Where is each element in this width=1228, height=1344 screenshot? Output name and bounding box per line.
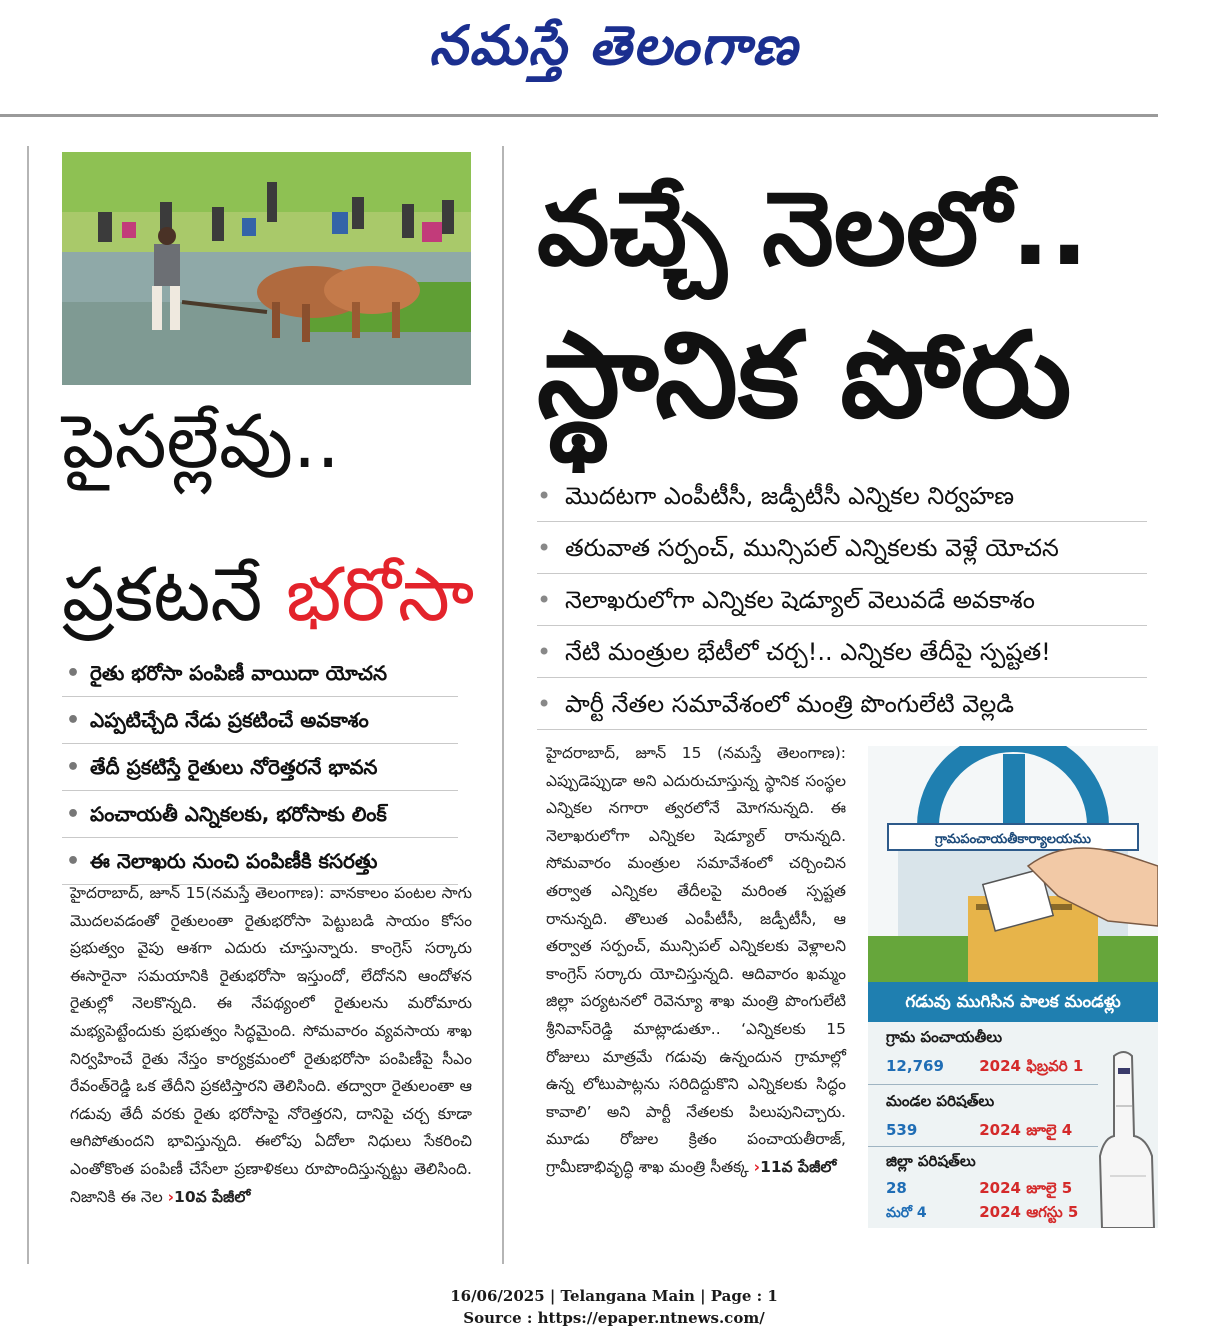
count-value: 28	[886, 1179, 907, 1197]
list-item	[62, 791, 458, 838]
list-item	[537, 626, 1147, 678]
bullet-icon: •	[537, 534, 552, 562]
bullet-text: పంచాయతీ ఎన్నికలకు, భరోసాకు లింక్	[90, 802, 387, 826]
bullet-text: రైతు భరోసా పంపిణీ వాయిదా యోచన	[90, 661, 388, 685]
bullet-text: పార్టీ నేతల సమావేశంలో మంత్రి పొంగులేటి వెల్లడి	[565, 690, 1015, 718]
right-headline-line1: వచ్చే నెలలో..	[537, 170, 1089, 289]
list-item	[537, 522, 1147, 574]
bullet-icon: •	[66, 661, 81, 686]
list-item	[537, 470, 1147, 522]
left-column-rule	[27, 146, 29, 1264]
count-value: మరో 4	[886, 1205, 927, 1221]
farm-photo	[62, 152, 471, 385]
left-headline-line2	[62, 552, 482, 638]
bullet-icon: •	[66, 708, 81, 733]
masthead-title: నమస్తే తెలంగాణ	[429, 14, 799, 77]
list-item	[62, 697, 458, 744]
bullet-icon: •	[537, 482, 552, 510]
bullet-icon: •	[537, 586, 552, 614]
bullet-text: తేదీ ప్రకటిస్తే రైతులు నోరెత్తరనే భావన	[90, 755, 378, 779]
bullet-icon: •	[66, 849, 81, 874]
list-item	[537, 678, 1147, 730]
left-continued-label: 10వ పేజీలో	[174, 1187, 251, 1206]
count-value: 12,769	[886, 1057, 944, 1075]
farm-photo-illustration	[62, 152, 471, 385]
inked-finger-icon	[1096, 1046, 1158, 1228]
bullet-text: ఈ నెలాఖరు నుంచి పంపిణీకి కసరత్తు	[90, 849, 378, 873]
list-item	[62, 744, 458, 791]
left-headline-prefix: ప్రకటనే	[62, 552, 263, 638]
section-heading: జిల్లా పరిషత్‌లు	[886, 1152, 976, 1170]
left-headline-line1: పైసల్లేవు..	[62, 399, 340, 485]
list-item	[62, 650, 458, 697]
right-continued-label: 11వ పేజీలో	[760, 1157, 837, 1176]
list-item	[62, 838, 458, 885]
bullet-icon: •	[537, 638, 552, 666]
left-article-body	[70, 880, 472, 1211]
ballot-box-icon	[868, 746, 1158, 982]
election-infographic	[868, 746, 1158, 1228]
left-headline-accent: భరోసా	[285, 552, 475, 638]
count-value: 539	[886, 1121, 918, 1139]
section-heading: గ్రామ పంచాయతీలు	[886, 1028, 1003, 1046]
source-link[interactable]: Source : https://epaper.ntnews.com/	[463, 1309, 765, 1327]
edition-info: 16/06/2025 | Telangana Main | Page : 1	[450, 1287, 778, 1305]
ballot-illustration	[868, 746, 1158, 982]
left-article-text: హైదరాబాద్, జూన్ 15(నమస్తే తెలంగాణ): వానకాలం పంటల సాగు మొదలవడంతో రైతులంతా రైతుభరోసా పెట్టుబడి సాయం కోసం ప్రభుత్వం వైపు ఆశగా ఎదురు చూస్తున్నారు. కాంగ్రెస్ సర్కారు ఈసారైనా సమయానికి రైతుభరోసా ఇస్తుందో, లేదోనని ఆందోళన రైతుల్లో నెలకొన్నది. ఈ నేపథ్యంలో రైతులను మరోమారు మభ్యపెట్టేందుకు ప్రభుత్వం సిద్ధమైంది. సోమవారం వ్యవసాయ శాఖ నిర్వహించే రైతు నేస్తం కార్యక్రమంలో రైతుభరోసా పంపిణీపై సీఎం రేవంత్‌రెడ్డి ఒక తేదీని ప్రకటిస్తారని తెలిసింది. తద్వారా రైతులంతా ఆ గడువు తేదీ వరకు రైతు భరోసాపై నోరెత్తరని, దానిపై చర్చ కూడా ఆగిపోతుందని భావిస్తున్నది. ఈలోపు ఏదోలా నిధులు సేకరించి ఎంతోకొంత పంపిణీ చేసేలా ప్రణాళికలు రూపొందిస్తున్నట్టు తెలిసింది. నిజానికి ఈ నెల	[70, 884, 472, 1206]
left-bullet-list	[62, 650, 458, 885]
middle-column-rule	[502, 146, 504, 1264]
expiry-date: 2024 ఫిబ్రవరి 1	[979, 1057, 1084, 1075]
page-footer	[0, 1285, 1228, 1329]
expiry-date: 2024 జూలై 5	[979, 1179, 1073, 1197]
bullet-text: నేటి మంత్రుల భేటీలో చర్చ!.. ఎన్నికల తేదీపై స్పష్టత!	[565, 638, 1051, 666]
masthead-rule	[0, 114, 1158, 117]
section-divider	[868, 1084, 1098, 1085]
right-bullet-list	[537, 470, 1147, 730]
bullet-icon: •	[66, 755, 81, 780]
bullet-text: నెలాఖరులోగా ఎన్నికల షెడ్యూల్ వెలువడే అవకాశం	[565, 586, 1035, 614]
bullet-text: ఎప్పటిచ్చేది నేడు ప్రకటించే అవకాశం	[90, 708, 369, 732]
bullet-text: తరువాత సర్పంచ్, మున్సిపల్ ఎన్నికలకు వెళ్లే యోచన	[565, 534, 1059, 562]
chevron-right-icon: ›	[753, 1157, 761, 1176]
section-heading: మండల పరిషత్‌లు	[886, 1092, 995, 1110]
right-article-body	[546, 740, 846, 1182]
office-sign-text: గ్రామపంచాయతీకార్యాలయము	[935, 832, 1091, 847]
bullet-icon: •	[66, 802, 81, 827]
masthead	[0, 0, 1228, 116]
chevron-right-icon: ›	[167, 1187, 175, 1206]
right-headline-line2: స్థానిక పోరు	[537, 306, 1072, 444]
expiry-date: 2024 జూలై 4	[979, 1121, 1073, 1139]
right-continued-link[interactable]	[754, 1158, 837, 1176]
bullet-icon: •	[537, 690, 552, 718]
bullet-text: మొదటగా ఎంపీటీసీ, జడ్పీటీసీ ఎన్నికల నిర్వహణ	[565, 482, 1015, 510]
infographic-banner: గడువు ముగిసిన పాలక మండళ్లు	[868, 982, 1158, 1022]
expiry-date: 2024 ఆగస్టు 5	[979, 1203, 1079, 1221]
list-item	[537, 574, 1147, 626]
left-continued-link[interactable]	[168, 1188, 251, 1206]
right-article-text: హైదరాబాద్, జూన్ 15 (నమస్తే తెలంగాణ): ఎప్పుడెప్పుడా అని ఎదురుచూస్తున్న స్థానిక సంస్థల ఎన్నికల నగారా త్వరలోనే మోగనున్నది. ఈ నెలాఖరులోగా ఎన్నికల షెడ్యూల్ రానున్నది. సోమవారం మంత్రుల సమావేశంలో చర్చించిన తర్వాత ఎన్నికల తేదీలపై మరింత స్పష్టత రానున్నది. తొలుత ఎంపీటీసీ, జడ్పీటీసీ, ఆ తర్వాత సర్పంచ్, మున్సిపల్ ఎన్నికలకు వెళ్లాలని కాంగ్రెస్ సర్కారు యోచిస్తున్నది. ఆదివారం ఖమ్మం జిల్లా పర్యటనలో రెవెన్యూ శాఖ మంత్రి పొంగులేటి శ్రీనివాస్‌రెడ్డి మాట్లాడుతూ.. ‘ఎన్నికలకు 15 రోజులు మాత్రమే గడువు ఉన్నందున గ్రామాల్లో ఉన్న లోటుపాట్లను సరిదిద్దుకొని ఎన్నికలకు సిద్ధం కావాలి’ అని పార్టీ నేతలకు పిలుపునిచ్చారు. మూడు రోజుల క్రితం పంచాయతీరాజ్, గ్రామీణాభివృద్ధి శాఖ మంత్రి సీతక్క	[546, 744, 846, 1176]
